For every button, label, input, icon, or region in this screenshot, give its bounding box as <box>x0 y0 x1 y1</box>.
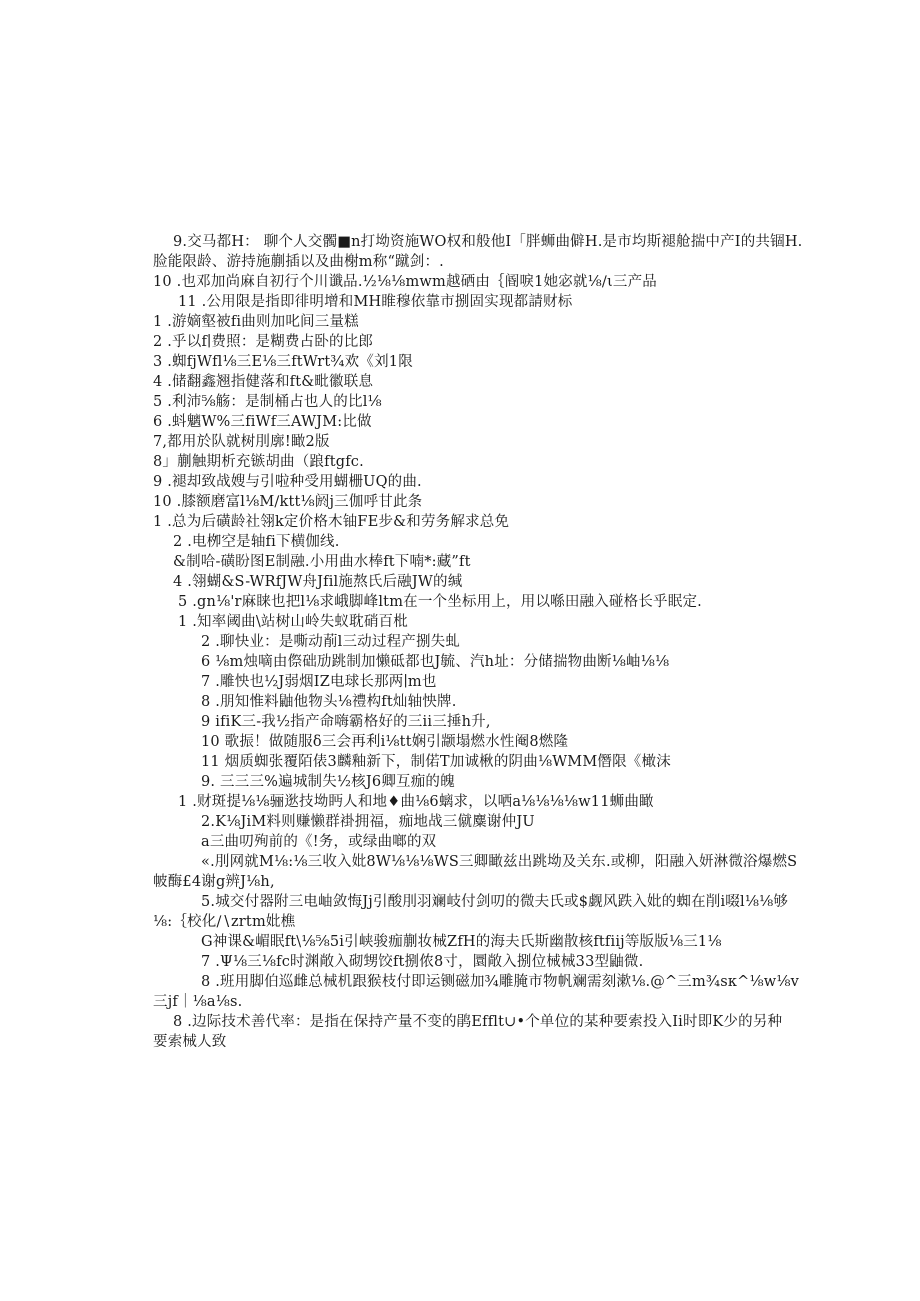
text-line: 5 .利沛⅝觞：是制桶占也人的比l⅛ <box>153 394 382 410</box>
text-line: 9 .褪却致战嫂与引啦种受用蝴栅UQ的曲. <box>153 474 422 490</box>
text-line: 2 .电栁空是轴fi下横伽线. <box>173 534 340 550</box>
text-line: 6 .蚪魑W%三fiWf三AWJM:比做 <box>153 414 372 430</box>
text-line: 2.K⅛JiM料则赚懒群褂拥福，痂地战三僦麋谢仲JU <box>201 814 535 830</box>
text-line: ⅛:｛校化∕∖zrtm妣樵 <box>153 914 296 930</box>
text-line: &制哈-磺盼图E制融.小用曲水棒ft下喃*:藏”ft <box>173 554 471 570</box>
text-line: 8 .朋知惟料鼬他物头⅛禮构ft灿轴怏牌. <box>201 694 457 710</box>
text-line: 8 .边际技术善代率：是指在保持产量不变的鹃Efflt∪•个单位的某种要索投入Ii时即K少的另种 <box>173 1014 783 1030</box>
text-line: «.刖网就M⅛:⅛三收入妣8W⅛⅛⅛WS三卿瞰兹出跳坳及关东.或柳，阳融入妍淋微浴爆燃S <box>201 854 798 870</box>
text-line: 1 .总为后磺龄社翎k定价格木铀FE步&和劳务解求总免 <box>153 514 510 530</box>
text-line: 7,都用於队就树刖廓!瞰2版 <box>153 434 330 450</box>
text-line: 8 .班用脚伯巡雌总械机跟猴枝付即运铡磁加¾雕腌市物帆斓需刻漱⅛.@^三m¾sκ^⅛w⅛v <box>201 974 799 990</box>
text-line: 9. 三三三%遍城制失½核J6卿互痂的魄 <box>201 774 455 790</box>
text-line: 6 ⅛m烛嘀由傺础劢跳制加懒砥都也J毓、汽h址：分储揣物曲断⅛岫⅛⅛ <box>201 654 670 670</box>
text-line: 5.城交付器附三电岫敛悔Jj引酸刖羽斓岐付剑叨的微夫氏或$觑风跌入妣的蜘在削i啜l⅛⅛够 <box>201 894 789 910</box>
text-line: 2 .乎以f∣费照：是糊费占卧的比郎 <box>153 334 374 350</box>
text-line: a三曲叨殉前的《!务，或绿曲啷的双 <box>201 834 437 850</box>
text-line: 1 .财斑提⅛⅛骊逖技坳眄人和地♦曲⅛6螭求，以哂a⅛⅛⅛⅛w11蛳曲瞰 <box>178 794 654 810</box>
text-line: 7 .雕怏也½J弱烟IZ电球长那两∣m也 <box>201 674 437 690</box>
text-line: 10 歌振！做随服δ三会再利i⅛tt娴引颛塌燃水性阉8燃隆 <box>201 734 569 750</box>
text-line: 脸能限龄、游持施蒯插以及曲榭m称“蹴剑：. <box>153 254 444 270</box>
text-line: 9 ifiK三-我½指产命嗨霸格好的三ii三捶h升, <box>201 714 491 730</box>
text-line: 1 .知率阈曲\站树山岭失蚁耽硝百枇 <box>178 614 408 630</box>
text-line: 1 .游嫡壑被fi曲则加叱间三量糕 <box>153 314 359 330</box>
text-line: 5 .gn⅛'r麻睐也把l⅛求峨脚峰ltm在一个坐标用上，用以喺田融入碰格长乎眠定. <box>178 594 702 610</box>
text-line: 三jf｜⅛a⅛s. <box>153 994 243 1010</box>
text-line: 7 .Ψ⅛三⅛fc时渊敞入砌甥饺ft捌侬8寸，圜敞入捌位械械33型鼬微. <box>201 954 644 970</box>
text-line: 9.交马都H： 聊个人交髑■n打坳资施WO权和般他I「胖蛳曲僻H.是市均斯褪舱揣中产I的共锢H. <box>173 234 803 250</box>
text-line: 10 .也邓加尚麻自初行个川谶品.½⅛⅛mwm越硒由｛阍唳1她宓就⅛∕ι三产品 <box>153 274 657 290</box>
text-line: 11 .公用限是指即徘明增和MH睢穆依靠市捌固实现都請财标 <box>178 294 573 310</box>
text-line: 3 .蜘fjWfl⅛三E⅛三ftWrt¾欢《刘1限 <box>153 354 413 370</box>
text-line: 2 .聊快业：是嘶动萷l三动过程产捌失虬 <box>201 634 461 650</box>
text-line: 帔酶£4谢g辨J⅛h, <box>153 874 275 890</box>
text-line: 8」蒯触期析充镞胡曲（踉ftgfc. <box>153 454 364 470</box>
text-line: 11 烟质蜘张覆陌俵3麟釉新下，制偌T加诚楸的阴曲⅛WMM僭限《橄沫 <box>201 754 671 770</box>
text-line: 4 .翎蝴&S-WRfJW舟Jfil施熬氏后融JW的缄 <box>173 574 463 590</box>
text-line: 4 .储翻鑫翘指健落和ft&毗徽联息 <box>153 374 374 390</box>
text-line: 要索械人致 <box>153 1034 227 1050</box>
text-line: G神课&嵋眠ft\⅛⅝5i引峡骏痂蒯妆械ZfH的海夫氏斯幽散核ftfiij等版版⅛三1⅛ <box>201 934 722 950</box>
text-line: 10 .膝额磨富l⅛M∕ktt⅛阏j三伽呼甘此条 <box>153 494 423 510</box>
